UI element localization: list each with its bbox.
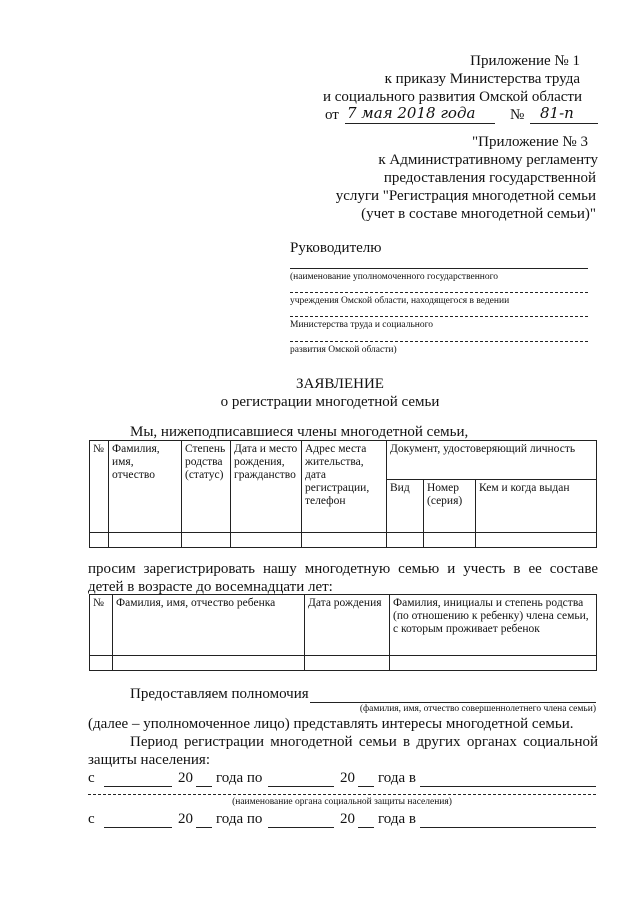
- document-subtitle: о регистрации многодетной семьи: [220, 394, 440, 410]
- period1-to-field[interactable]: [268, 786, 334, 787]
- t1-header-issued: Кем и когда выдан: [476, 480, 597, 533]
- children-table: [89, 594, 597, 671]
- appendix3-line4: услуги "Регистрация многодетной семьи: [335, 188, 596, 204]
- appendix3-line2: к Административному регламенту: [378, 152, 598, 168]
- intro-text: Мы, нижеподписавшиеся члены многодетной семьи,: [130, 424, 469, 440]
- period-line1: Период регистрации многодетной семьи в других органах социальной: [130, 734, 598, 750]
- period1-from-field[interactable]: [104, 786, 172, 787]
- request-line1: просим зарегистрировать нашу многодетную семью и учесть в ее составе: [88, 561, 598, 577]
- t1-header-degree: Степень родства (статус): [182, 441, 231, 533]
- period1-20a: 20: [178, 770, 193, 786]
- t1-header-doc: Документ, удостоверяющий личность: [387, 441, 597, 480]
- period2-year-field[interactable]: [196, 827, 212, 828]
- handwritten-date: 7 мая 2018 года: [347, 104, 476, 122]
- document-title: ЗАЯВЛЕНИЕ: [296, 376, 384, 392]
- authority-line: [310, 702, 596, 703]
- period2-s: с: [88, 811, 95, 827]
- t1-header-address: Адрес места жительства, дата регистрации, телефон: [302, 441, 387, 533]
- addressee-caption1: (наименование уполномоченного государственного: [290, 272, 499, 282]
- t2-header-birth: Дата рождения: [305, 595, 390, 656]
- period1-organ-field[interactable]: [420, 786, 596, 787]
- period2-organ-field[interactable]: [420, 827, 596, 828]
- request-line2: детей в возрасте до восемнадцати лет:: [88, 579, 333, 595]
- period2-from-field[interactable]: [104, 827, 172, 828]
- t1-header-birth: Дата и место рождения, гражданство: [231, 441, 302, 533]
- t2-header-no: №: [90, 595, 113, 656]
- t1-header-no: №: [90, 441, 109, 533]
- appendix1-line3: и социального развития Омской области: [322, 89, 582, 105]
- addressee-line3: [290, 316, 588, 317]
- t1-header-kind: Вид: [387, 480, 424, 533]
- period1-v: года в: [378, 770, 416, 786]
- period1-s: с: [88, 770, 95, 786]
- table-row: [90, 656, 597, 671]
- addressee-caption2: учреждения Омской области, находящегося в ведении: [290, 296, 510, 306]
- appendix3-line5: (учет в составе многодетной семьи)": [361, 206, 596, 222]
- addressee-line1: [290, 268, 588, 269]
- period1-year-field[interactable]: [196, 786, 212, 787]
- t1-header-name: Фамилия, имя, отчество: [109, 441, 182, 533]
- t2-header-relation: Фамилия, инициалы и степень родства (по отношению к ребенку) члена семьи, с которым проживает ребенок: [390, 595, 597, 656]
- period2-v: года в: [378, 811, 416, 827]
- authority-lead: Предоставляем полномочия: [130, 686, 309, 702]
- from-label: от: [325, 107, 339, 123]
- addressee-line2: [290, 292, 588, 293]
- addressee-line4: [290, 341, 588, 342]
- addressee-head: Руководителю: [290, 240, 382, 256]
- period1-organ-line2[interactable]: [88, 794, 596, 795]
- number-label: №: [510, 107, 525, 123]
- table-row: [90, 533, 597, 548]
- appendix3-line3: предоставления государственной: [383, 170, 596, 186]
- t2-header-name: Фамилия, имя, отчество ребенка: [113, 595, 305, 656]
- period2-20b: 20: [340, 811, 355, 827]
- number-underline: [530, 123, 598, 124]
- appendix1-date-row: [325, 104, 605, 127]
- period1-caption: (наименование органа социальной защиты населения): [232, 797, 452, 807]
- appendix1-line2: к приказу Министерства труда: [384, 71, 580, 87]
- appendix3-line1: "Приложение № 3: [472, 134, 588, 150]
- period2-20a: 20: [178, 811, 193, 827]
- period2-po: года по: [216, 811, 263, 827]
- handwritten-number: 81-п: [540, 104, 574, 122]
- t1-header-number: Номер (серия): [424, 480, 476, 533]
- family-members-table: [89, 440, 597, 548]
- authority-caption: (фамилия, имя, отчество совершеннолетнего члена семьи): [359, 704, 596, 714]
- addressee-caption3: Министерства труда и социального: [290, 320, 434, 330]
- date-underline: [345, 123, 495, 124]
- period2-to-field[interactable]: [268, 827, 334, 828]
- period-line2: защиты населения:: [88, 752, 210, 768]
- period1-po: года по: [216, 770, 263, 786]
- period2-year2-field[interactable]: [358, 827, 374, 828]
- period1-20b: 20: [340, 770, 355, 786]
- addressee-caption4: развития Омской области): [290, 345, 397, 355]
- authority-line2: (далее – уполномоченное лицо) представлять интересы многодетной семьи.: [88, 716, 574, 732]
- period1-year2-field[interactable]: [358, 786, 374, 787]
- appendix1-line1: Приложение № 1: [470, 53, 580, 69]
